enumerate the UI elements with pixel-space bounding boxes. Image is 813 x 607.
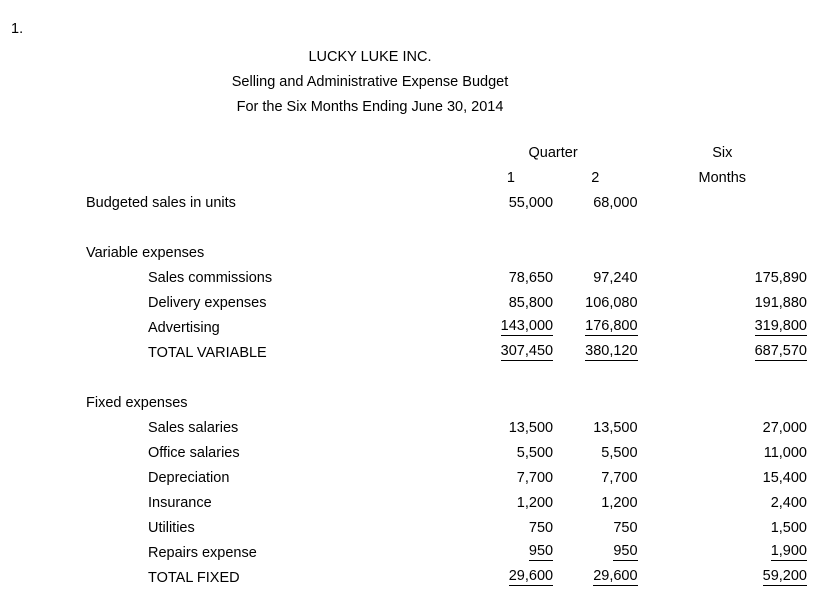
row-q1-value: 7,700 bbox=[516, 470, 554, 486]
row-six-value: 11,000 bbox=[763, 445, 807, 461]
empty-cell bbox=[469, 361, 553, 386]
empty-cell bbox=[638, 236, 813, 261]
quarter-2-header: 2 bbox=[591, 170, 600, 186]
document-title-block bbox=[0, 45, 740, 120]
variable-expenses-header: Variable expenses bbox=[86, 245, 205, 261]
row-label: Utilities bbox=[148, 520, 195, 536]
row-q1-value: 29,600 bbox=[508, 568, 554, 584]
row-label: Repairs expense bbox=[148, 545, 257, 561]
empty-cell bbox=[469, 236, 553, 261]
row-q2-value: 1,200 bbox=[601, 495, 638, 511]
row-six-value: 687,570 bbox=[754, 343, 807, 359]
row-q2-value: 29,600 bbox=[593, 568, 638, 584]
table-row-sales-salaries bbox=[86, 411, 813, 436]
row-q1-value: 85,800 bbox=[508, 295, 554, 311]
spacer-row bbox=[86, 211, 813, 236]
row-q1-value: 750 bbox=[528, 520, 554, 536]
row-q2-value: 5,500 bbox=[601, 445, 638, 461]
empty-cell bbox=[553, 211, 637, 236]
row-q2-value: 750 bbox=[613, 520, 638, 536]
row-q1-value: 13,500 bbox=[508, 420, 554, 436]
budget-table bbox=[86, 136, 813, 586]
row-six-value: 2,400 bbox=[770, 495, 807, 511]
row-six-value: 59,200 bbox=[762, 568, 807, 584]
table-row-depreciation bbox=[86, 461, 813, 486]
row-q1-value: 307,450 bbox=[500, 343, 554, 359]
question-number: 1. bbox=[11, 21, 24, 37]
empty-cell bbox=[638, 211, 813, 236]
row-q2-value: 380,120 bbox=[585, 343, 638, 359]
row-q1-value: 78,650 bbox=[508, 270, 554, 286]
table-row-budgeted-sales bbox=[86, 186, 813, 211]
empty-cell bbox=[469, 211, 553, 236]
row-six-value: 15,400 bbox=[762, 470, 807, 486]
empty-cell bbox=[638, 386, 813, 411]
row-q1-value: 143,000 bbox=[500, 318, 554, 334]
header-row-quarter bbox=[86, 136, 813, 161]
row-q2-value: 68,000 bbox=[593, 195, 638, 211]
table-row-utilities bbox=[86, 511, 813, 536]
six-header: Six bbox=[712, 145, 733, 161]
section-header-variable bbox=[86, 236, 813, 261]
row-q2-value: 950 bbox=[613, 543, 638, 559]
empty-cell bbox=[86, 211, 469, 236]
row-label: TOTAL VARIABLE bbox=[148, 345, 267, 361]
spacer-row bbox=[86, 361, 813, 386]
table-row-repairs-expense bbox=[86, 536, 813, 561]
table-row-advertising bbox=[86, 311, 813, 336]
row-q2-value: 176,800 bbox=[585, 318, 638, 334]
row-q1-value: 1,200 bbox=[516, 495, 554, 511]
table-row-total-variable bbox=[86, 336, 813, 361]
empty-cell bbox=[86, 361, 469, 386]
empty-cell bbox=[86, 161, 469, 186]
row-q2-value: 97,240 bbox=[593, 270, 638, 286]
header-row-periods bbox=[86, 161, 813, 186]
quarter-header: Quarter bbox=[528, 145, 578, 161]
row-q2-value: 106,080 bbox=[585, 295, 638, 311]
empty-cell bbox=[553, 386, 637, 411]
statement-period: For the Six Months Ending June 30, 2014 bbox=[236, 99, 504, 115]
row-label: Budgeted sales in units bbox=[86, 195, 236, 211]
empty-cell bbox=[86, 136, 469, 161]
row-label: Depreciation bbox=[148, 470, 230, 486]
row-label: TOTAL FIXED bbox=[148, 570, 240, 586]
row-q1-value: 950 bbox=[528, 543, 554, 559]
empty-cell bbox=[638, 361, 813, 386]
row-label: Delivery expenses bbox=[148, 295, 267, 311]
row-six-value: 1,900 bbox=[770, 543, 807, 559]
row-label: Sales commissions bbox=[148, 270, 273, 286]
row-six-value: 319,800 bbox=[754, 318, 807, 334]
section-header-fixed bbox=[86, 386, 813, 411]
row-label: Sales salaries bbox=[148, 420, 239, 436]
row-q1-value: 55,000 bbox=[508, 195, 554, 211]
table-row-total-fixed bbox=[86, 561, 813, 586]
row-q1-value: 5,500 bbox=[516, 445, 554, 461]
row-six-value bbox=[638, 186, 813, 211]
row-q2-value: 13,500 bbox=[593, 420, 638, 436]
row-six-value: 175,890 bbox=[754, 270, 807, 286]
row-label: Advertising bbox=[148, 320, 220, 336]
table-row-sales-commissions bbox=[86, 261, 813, 286]
row-six-value: 191,880 bbox=[754, 295, 807, 311]
empty-cell bbox=[469, 386, 553, 411]
months-header: Months bbox=[698, 170, 747, 186]
fixed-expenses-header: Fixed expenses bbox=[86, 395, 188, 411]
empty-cell bbox=[553, 236, 637, 261]
table-row-insurance bbox=[86, 486, 813, 511]
row-label: Insurance bbox=[148, 495, 212, 511]
row-six-value: 1,500 bbox=[770, 520, 807, 536]
table-row-office-salaries bbox=[86, 436, 813, 461]
table-row-delivery-expenses bbox=[86, 286, 813, 311]
quarter-1-header: 1 bbox=[506, 170, 515, 186]
statement-name: Selling and Administrative Expense Budget bbox=[231, 74, 509, 90]
company-name: LUCKY LUKE INC. bbox=[308, 49, 432, 65]
empty-cell bbox=[553, 361, 637, 386]
row-six-value: 27,000 bbox=[762, 420, 807, 436]
row-q2-value: 7,700 bbox=[601, 470, 638, 486]
row-label: Office salaries bbox=[148, 445, 240, 461]
